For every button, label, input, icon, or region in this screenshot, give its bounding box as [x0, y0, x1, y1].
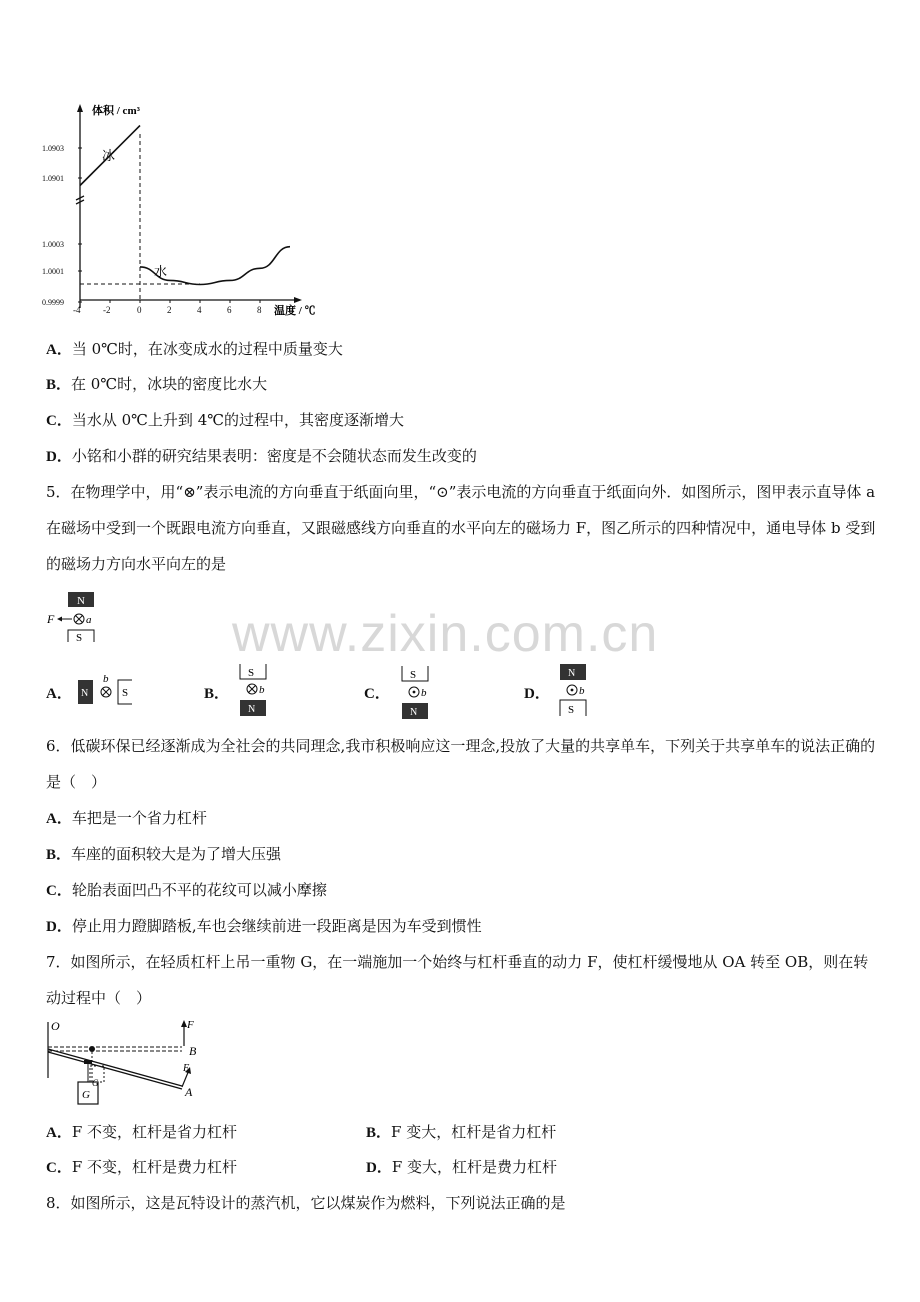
q7-lever-figure — [42, 1016, 212, 1110]
y-tick-label: 1.0901 — [42, 174, 64, 183]
q6-stem: 6．低碳环保已经逐渐成为全社会的共同理念,我市积极响应这一理念,投放了大量的共享单车，下列关于共享单车的说法正确的是（ ） — [46, 737, 876, 791]
q4-option-b: B．在 0℃时，冰块的密度比水大 — [46, 375, 268, 393]
svg-text:S: S — [410, 669, 417, 681]
q5-option-a-label: A． — [46, 686, 72, 702]
x-axis-label: 温度 / ℃ — [274, 305, 316, 317]
x-tick-label: 6 — [227, 305, 232, 315]
svg-text:S: S — [122, 687, 129, 699]
q5-option-a-figure — [76, 668, 146, 708]
q6-option-a: A．车把是一个省力杠杆 — [46, 809, 207, 827]
x-tick-label: 8 — [257, 305, 262, 315]
q6-option-b: B．车座的面积较大是为了增大压强 — [46, 845, 282, 863]
q7-option-b: B．F 变大，杠杆是省力杠杆 — [366, 1123, 557, 1141]
q5-option-b-label: B． — [204, 686, 230, 702]
y-axis-label: 体积 / cm³ — [92, 105, 140, 117]
watermark-text: www.zixin.com.cn — [232, 605, 659, 663]
svg-text:S: S — [568, 704, 575, 716]
svg-text:N: N — [568, 668, 576, 679]
svg-text:G: G — [92, 1078, 99, 1088]
q6-option-d: D．停止用力蹬脚踏板,车也会继续前进一段距离是因为车受到惯性 — [46, 917, 482, 935]
svg-text:F: F — [183, 1063, 190, 1074]
svg-text:b: b — [579, 685, 585, 697]
svg-text:O: O — [51, 1019, 60, 1033]
svg-text:N: N — [81, 688, 89, 699]
svg-text:b: b — [103, 673, 109, 685]
q4-option-d: D．小铭和小群的研究结果表明：密度是不会随状态而发生改变的 — [46, 447, 477, 465]
volume-temperature-chart — [40, 100, 330, 325]
q5-option-b-figure — [236, 662, 276, 718]
y-tick-label: 1.0003 — [42, 240, 64, 249]
q6-option-c: C．轮胎表面凹凸不平的花纹可以减小摩擦 — [46, 881, 327, 899]
svg-text:G: G — [82, 1089, 90, 1101]
q5-figure-main — [44, 590, 114, 646]
svg-text:b: b — [421, 687, 427, 699]
x-tick-label: 2 — [167, 305, 172, 315]
q7-option-d: D．F 变大，杠杆是费力杠杆 — [366, 1158, 558, 1176]
x-tick-label: 4 — [197, 305, 202, 315]
q8-stem: 8．如图所示，这是瓦特设计的蒸汽机，它以煤炭作为燃料，下列说法正确的是 — [46, 1194, 566, 1212]
svg-text:S: S — [248, 667, 255, 679]
x-tick-label: -4 — [73, 305, 81, 315]
svg-text:a: a — [86, 614, 92, 626]
y-tick-label: 1.0903 — [42, 144, 64, 153]
q5-option-d-figure — [556, 662, 596, 718]
q4-option-a: A．当 0℃时，在冰变成水的过程中质量变大 — [46, 340, 343, 358]
q7-option-a: A．F 不变，杠杆是省力杠杆 — [46, 1123, 238, 1141]
q5-option-c-figure — [398, 664, 438, 720]
svg-text:N: N — [248, 704, 256, 715]
svg-text:N: N — [77, 595, 85, 607]
q7-option-c: C．F 不变，杠杆是费力杠杆 — [46, 1158, 238, 1176]
svg-text:b: b — [259, 684, 265, 696]
svg-text:S: S — [76, 632, 83, 644]
ice-series-label: 冰 — [102, 148, 116, 163]
svg-text:F: F — [187, 1019, 194, 1031]
y-tick-label: 0.9999 — [42, 298, 64, 307]
y-tick-label: 1.0001 — [42, 267, 64, 276]
x-tick-label: -2 — [103, 305, 111, 315]
q7-stem: 7．如图所示，在轻质杠杆上吊一重物 G，在一端施加一个始终与杠杆垂直的动力 F，使杠杆缓慢地从 OA 转至 OB，则在转动过程中（ ） — [46, 953, 869, 1007]
x-tick-label: 0 — [137, 305, 142, 315]
water-series-label: 水 — [154, 264, 168, 279]
svg-text:F: F — [47, 612, 55, 626]
q5-option-c-label: C． — [364, 686, 390, 702]
q4-option-c: C．当水从 0℃上升到 4℃的过程中，其密度逐渐增大 — [46, 411, 405, 429]
svg-text:A: A — [185, 1085, 193, 1099]
svg-text:N: N — [410, 707, 418, 718]
q5-option-d-label: D． — [524, 686, 550, 702]
q5-stem: 5．在物理学中，用“⊗”表示电流的方向垂直于纸面向里，“⊙”表示电流的方向垂直于纸面向外．如图所示，图甲表示直导体 a 在磁场中受到一个既跟电流方向垂直，又跟磁感线方向垂直的水平向左的磁场力 F，图乙所示的四种情况中，通电导体 b 受到的磁场力方向水平向左的是 — [46, 483, 876, 573]
svg-text:B: B — [189, 1044, 197, 1058]
